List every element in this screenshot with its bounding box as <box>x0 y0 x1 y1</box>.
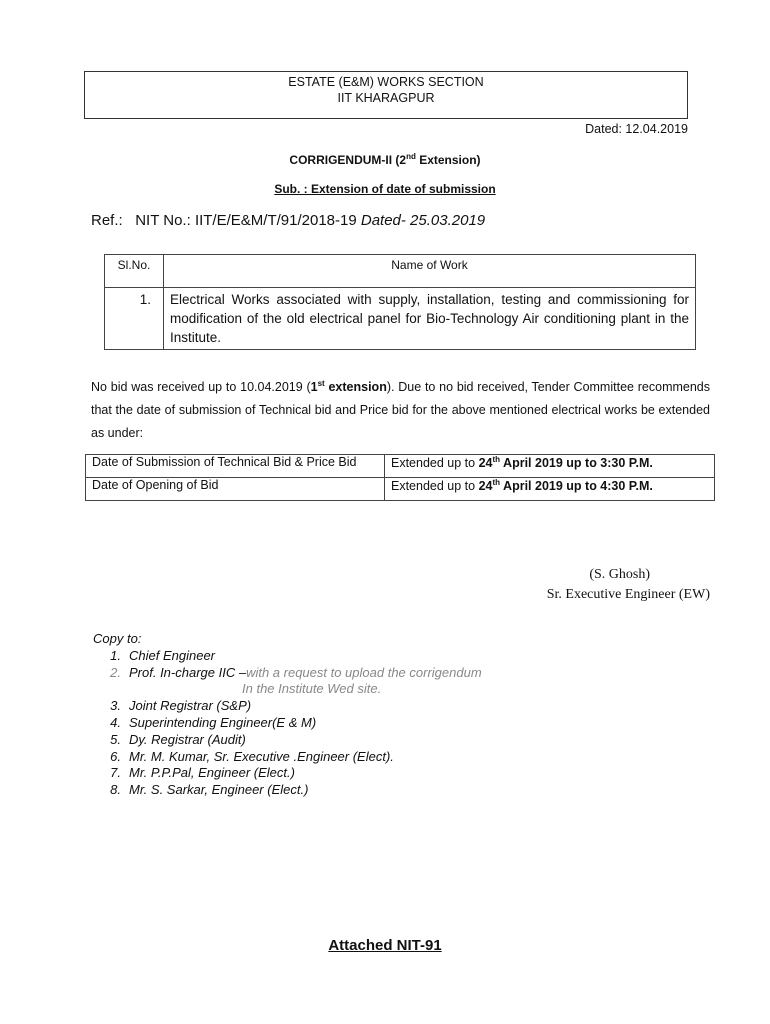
opening-label: Date of Opening of Bid <box>86 478 385 501</box>
copy-to-heading: Copy to: <box>93 631 142 646</box>
item-number: 6. <box>110 748 121 764</box>
opening-rest: April 2019 up to 4:30 P.M. <box>500 479 653 494</box>
list-item <box>93 665 482 682</box>
opening-extended <box>385 478 715 501</box>
body-paragraph <box>91 372 710 445</box>
item-text: Chief Engineer <box>129 647 215 663</box>
item-note-continued: In the Institute Wed site. <box>242 681 382 697</box>
para-sup: st <box>317 379 325 388</box>
item-number: 8. <box>110 782 121 798</box>
header-slno: Sl.No. <box>105 255 164 288</box>
corrigendum-title <box>0 152 770 167</box>
corrigendum-sup: nd <box>406 152 416 161</box>
para-part1: No bid was received up to 10.04.2019 ( <box>91 380 311 395</box>
corrigendum-suffix: Extension) <box>415 153 481 167</box>
signatory-name: (S. Ghosh) <box>589 567 650 582</box>
list-item-continuation <box>93 681 482 698</box>
reference-line <box>91 212 485 229</box>
para-bold2: extension <box>324 380 387 395</box>
list-item <box>93 765 482 782</box>
item-text: Prof. In-charge IIC – <box>129 664 247 680</box>
work-table <box>104 254 696 350</box>
header-section: ESTATE (E&M) WORKS SECTION <box>288 75 484 89</box>
item-number: 3. <box>110 698 121 714</box>
submission-prefix: Extended up to <box>391 456 479 471</box>
row-slno: 1. <box>105 288 164 350</box>
submission-label: Date of Submission of Technical Bid & Price Bid <box>86 455 385 478</box>
para-bold1: 1 <box>310 380 318 395</box>
list-item <box>93 732 482 749</box>
ref-dated: Dated- 25.03.2019 <box>360 212 486 229</box>
item-number: 1. <box>110 647 121 663</box>
item-note: with a request to upload the corrigendum <box>246 664 482 680</box>
corrigendum-prefix: CORRIGENDUM-II (2 <box>289 153 407 167</box>
table-header-row <box>105 255 696 288</box>
list-item <box>93 698 482 715</box>
submission-extended <box>385 455 715 478</box>
ref-label: Ref.: <box>91 212 123 229</box>
item-text: Dy. Registrar (Audit) <box>129 731 246 747</box>
copy-to-list <box>93 631 482 799</box>
item-text: Mr. S. Sarkar, Engineer (Elect.) <box>129 782 309 798</box>
header-box <box>84 71 688 119</box>
submission-day: 24 <box>478 456 493 471</box>
ref-nit: NIT No.: IIT/E/E&M/T/91/2018-19 <box>135 212 357 229</box>
opening-sup: th <box>492 478 501 487</box>
item-text: Mr. P.P.Pal, Engineer (Elect.) <box>129 765 295 781</box>
table-row <box>86 478 715 501</box>
item-number: 7. <box>110 765 121 781</box>
list-item <box>93 749 482 766</box>
opening-prefix: Extended up to <box>391 479 479 494</box>
document-date: Dated: 12.04.2019 <box>585 122 688 136</box>
header-institute: IIT KHARAGPUR <box>337 91 435 105</box>
submission-rest: April 2019 up to 3:30 P.M. <box>500 456 653 471</box>
item-number: 2. <box>110 664 121 680</box>
opening-day: 24 <box>478 479 493 494</box>
list-item <box>93 715 482 732</box>
item-text: Mr. M. Kumar, Sr. Executive .Engineer (Elect). <box>129 748 394 764</box>
submission-sup: th <box>492 455 501 464</box>
signature-block <box>547 565 710 605</box>
list-item <box>93 782 482 799</box>
dates-table <box>85 454 715 501</box>
attached-note: Attached NIT-91 <box>328 937 442 954</box>
row-work-description: Electrical Works associated with supply, installation, testing and commissioning for modification of the old electrical panel for Bio-Technology Air conditioning plant in the Institute. <box>164 288 696 350</box>
signatory-title: Sr. Executive Engineer (EW) <box>546 587 710 602</box>
header-name-of-work: Name of Work <box>164 255 696 288</box>
table-row <box>86 455 715 478</box>
item-text: Superintending Engineer(E & M) <box>129 714 317 730</box>
para-part2: ). Due to no bid received, Tender Committee recommends that the date of submission of Technical bid and Price bid for the above mentioned electrical works be extended as under: <box>91 380 710 441</box>
table-row <box>105 288 696 350</box>
list-item <box>93 648 482 665</box>
subject-line: Sub. : Extension of date of submission <box>274 182 496 196</box>
item-number: 4. <box>110 714 121 730</box>
item-number: 5. <box>110 731 121 747</box>
item-text: Joint Registrar (S&P) <box>129 698 252 714</box>
